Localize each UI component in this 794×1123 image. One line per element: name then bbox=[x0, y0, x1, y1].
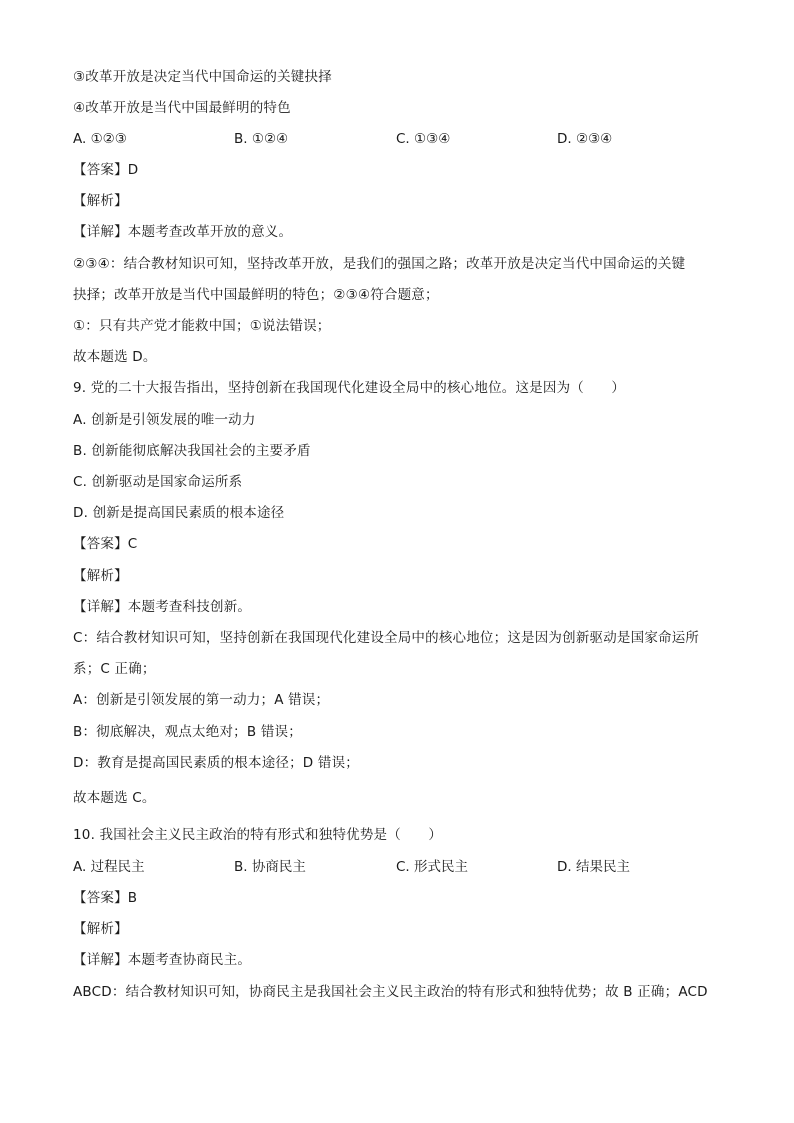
q8-detail: 【详解】本题考查改革开放的意义。 bbox=[73, 224, 293, 240]
statement-3: ③改革开放是决定当代中国命运的关键抉择 bbox=[73, 69, 332, 85]
q9-stem: 9. 党的二十大报告指出，坚持创新在我国现代化建设全局中的核心地位。这是因为（ ） bbox=[73, 380, 626, 396]
q9-detail: 【详解】本题考查科技创新。 bbox=[73, 599, 252, 615]
q10-detail: 【详解】本题考查协商民主。 bbox=[73, 952, 252, 968]
q9-option-a: A. 创新是引领发展的唯一动力 bbox=[73, 412, 256, 428]
q10-option-a: A. 过程民主 bbox=[73, 859, 145, 875]
q9-explanation-line: A：创新是引领发展的第一动力；A 错误； bbox=[73, 692, 330, 708]
q10-stem: 10. 我国社会主义民主政治的特有形式和独特优势是（ ） bbox=[73, 827, 443, 843]
q9-explanation-line: C：结合教材知识可知，坚持创新在我国现代化建设全局中的核心地位；这是因为创新驱动是国家命运所 bbox=[73, 630, 700, 646]
q8-options bbox=[0, 130, 794, 148]
q8-explanation-line: ①：只有共产党才能救中国；①说法错误； bbox=[73, 318, 331, 334]
q9-answer: 【答案】C bbox=[73, 536, 138, 552]
q8-explanation-line: 抉择；改革开放是当代中国最鲜明的特色；②③④符合题意； bbox=[73, 287, 439, 303]
q9-analysis-heading: 【解析】 bbox=[73, 568, 128, 584]
q10-option-d: D. 结果民主 bbox=[557, 859, 630, 875]
q9-option-c: C. 创新驱动是国家命运所系 bbox=[73, 474, 243, 490]
q9-explanation-line: 系；C 正确； bbox=[73, 661, 156, 677]
q8-answer: 【答案】D bbox=[73, 162, 139, 178]
q10-option-b: B. 协商民主 bbox=[234, 859, 306, 875]
q10-answer: 【答案】B bbox=[73, 890, 138, 906]
q9-option-d: D. 创新是提高国民素质的根本途径 bbox=[73, 505, 285, 521]
q9-explanation-line: B：彻底解决，观点太绝对；B 错误； bbox=[73, 724, 302, 740]
q9-explanation-line: D：教育是提高国民素质的根本途径；D 错误； bbox=[73, 755, 359, 771]
q8-conclusion: 故本题选 D。 bbox=[73, 349, 157, 365]
q9-conclusion: 故本题选 C。 bbox=[73, 790, 156, 806]
q8-option-a: A. ①②③ bbox=[73, 131, 127, 147]
statement-4: ④改革开放是当代中国最鲜明的特色 bbox=[73, 100, 291, 116]
q8-analysis-heading: 【解析】 bbox=[73, 193, 128, 209]
q10-analysis-heading: 【解析】 bbox=[73, 921, 128, 937]
q10-explanation-line: ABCD：结合教材知识可知，协商民主是我国社会主义民主政治的特有形式和独特优势；故 B 正确；ACD bbox=[73, 984, 708, 1000]
q8-option-c: C. ①③④ bbox=[396, 131, 451, 147]
q8-option-d: D. ②③④ bbox=[557, 131, 613, 147]
q8-explanation-line: ②③④：结合教材知识可知，坚持改革开放，是我们的强国之路；改革开放是决定当代中国命运的关键 bbox=[73, 256, 686, 272]
q10-options bbox=[0, 858, 794, 876]
q10-option-c: C. 形式民主 bbox=[396, 859, 469, 875]
q8-option-b: B. ①②④ bbox=[234, 131, 289, 147]
q9-option-b: B. 创新能彻底解决我国社会的主要矛盾 bbox=[73, 443, 311, 459]
